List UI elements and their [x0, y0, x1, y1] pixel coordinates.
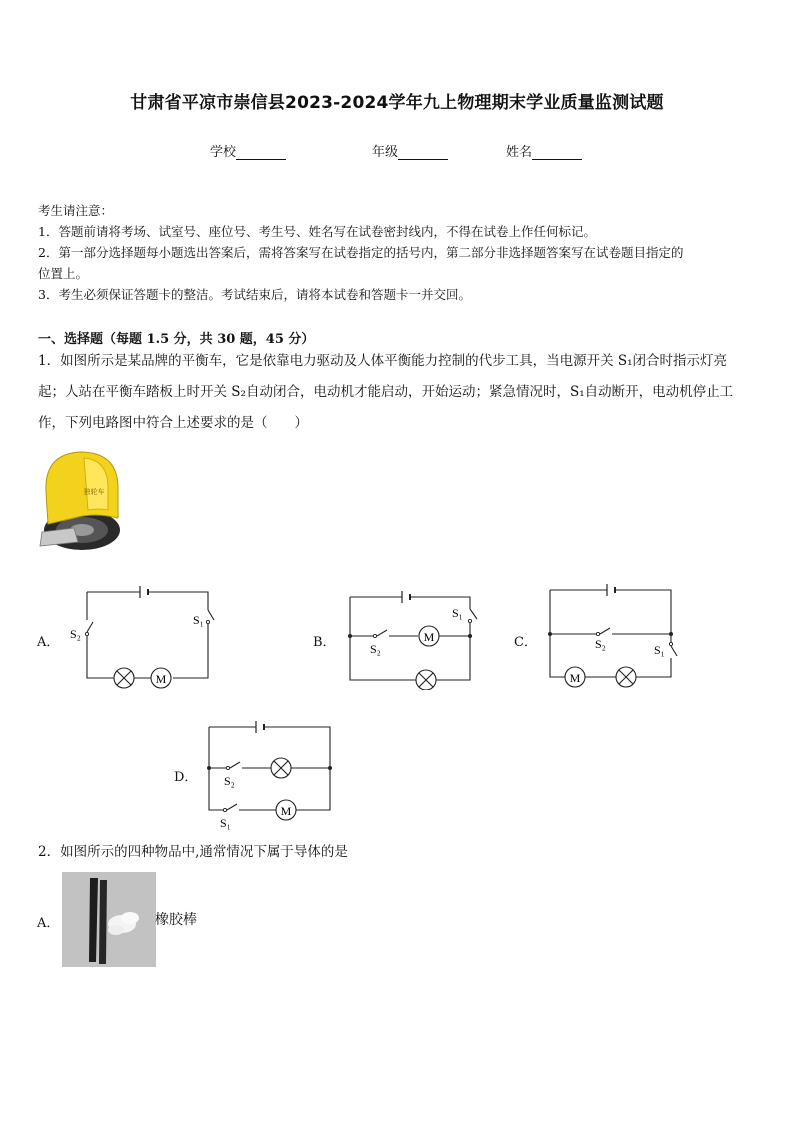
notice-item-2: 2．第一部分选择题每小题选出答案后，需将答案写在试卷指定的括号内，第二部分非选择题答案写在试卷题目指定的 — [38, 245, 684, 260]
circuit-c[interactable] — [540, 580, 690, 690]
circuit-d[interactable] — [200, 715, 340, 833]
option-c-label[interactable]: C． — [514, 635, 537, 650]
q1-line-3: 作，下列电路图中符合上述要求的是（ ） — [38, 415, 308, 431]
notice-item-3: 3．考生必须保证答题卡的整洁。考试结束后，请将本试卷和答题卡一并交回。 — [38, 287, 471, 302]
b-s2-label: S₂ — [370, 642, 381, 656]
balance-scooter-image — [34, 448, 124, 552]
grade-label: 年级 — [372, 145, 399, 160]
a-s1-label: S₁ — [193, 613, 204, 627]
motor-d: M — [280, 804, 292, 818]
circuit-a[interactable] — [60, 580, 220, 690]
a-s2-label: S₂ — [70, 627, 81, 641]
notice-item-2-cont: 位置上。 — [38, 266, 89, 281]
q1-line-1: 1．如图所示是某品牌的平衡车，它是依靠电力驱动及人体平衡能力控制的代步工具，当电源开关 S₁闭合时指示灯亮 — [38, 353, 728, 369]
motor-c: M — [569, 671, 581, 685]
q1-line-2: 起；人站在平衡车踏板上时开关 S₂自动闭合，电动机才能启动，开始运动；紧急情况时，S₁自动断开，电动机停止工 — [38, 384, 734, 400]
motor-b: M — [423, 630, 435, 644]
option-b-label[interactable]: B． — [313, 635, 336, 650]
d-s1-label: S₁ — [220, 816, 231, 830]
q2-option-a-letter[interactable]: A． — [37, 916, 60, 931]
section-heading: 一、选择题（每题 1.5 分，共 30 题，45 分） — [38, 332, 315, 347]
c-s1-label: S₁ — [654, 643, 665, 657]
notice-item-1: 1．答题前请将考场、试室号、座位号、考生号、姓名写在试卷密封线内，不得在试卷上作任何标记。 — [38, 224, 596, 239]
q2-stem: 2．如图所示的四种物品中,通常情况下属于导体的是 — [38, 844, 348, 860]
option-a-label[interactable]: A． — [37, 635, 60, 650]
circuit-b[interactable] — [340, 585, 490, 690]
name-field — [506, 141, 582, 160]
rubber-rods-image — [62, 872, 156, 967]
school-field — [210, 141, 286, 160]
school-blank[interactable] — [236, 147, 286, 160]
scooter-label: 独轮车 — [83, 488, 105, 496]
grade-blank[interactable] — [398, 147, 448, 160]
school-label: 学校 — [210, 145, 237, 160]
name-label: 姓名 — [506, 145, 533, 160]
option-d-label[interactable]: D． — [174, 770, 198, 785]
b-s1-label: S₁ — [452, 606, 463, 620]
grade-field — [372, 141, 448, 160]
c-s2-label: S₂ — [595, 637, 606, 651]
notice-heading: 考生请注意： — [38, 203, 114, 218]
name-blank[interactable] — [532, 147, 582, 160]
d-s2-label: S₂ — [224, 774, 235, 788]
motor-a: M — [155, 672, 167, 686]
page-title: 甘肃省平凉市崇信县2023-2024学年九上物理期末学业质量监测试题 — [130, 93, 664, 113]
q2-option-a-text: 橡胶棒 — [155, 912, 197, 928]
